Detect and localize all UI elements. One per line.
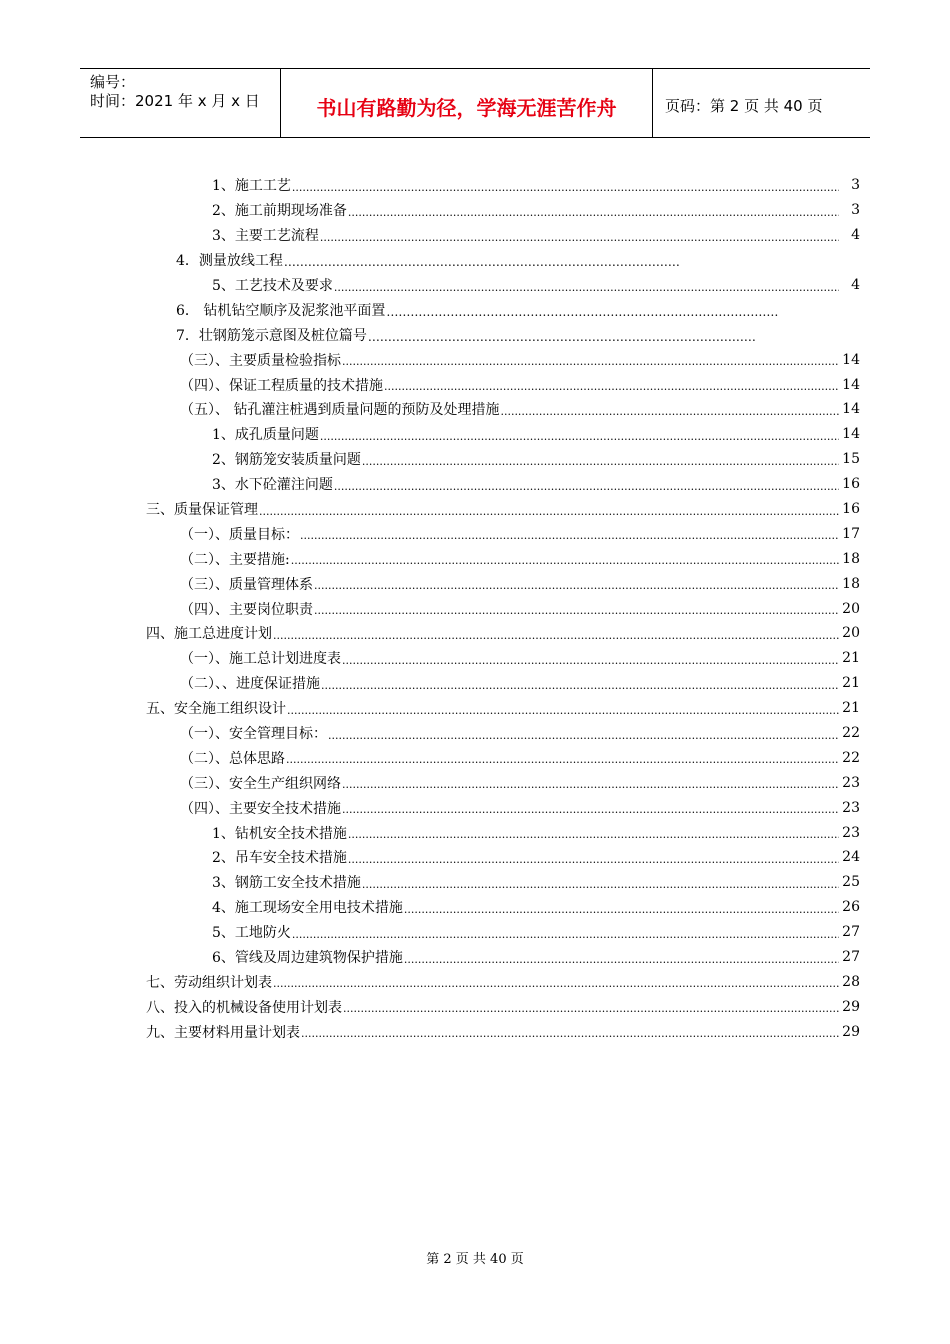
toc-entry-label: 三、质量保证管理 [146,502,258,519]
toc-entry-page-number: 23 [842,774,860,791]
toc-entry[interactable] [180,546,860,571]
toc-entry-label: 2、吊车安全技术措施 [212,850,347,867]
toc-entry-page-number: 29 [842,1023,860,1040]
toc-dot-leader [348,206,839,219]
toc-entry-page-number: 18 [842,575,860,592]
toc-entry[interactable] [180,721,860,746]
header-meta [80,69,281,137]
toc-entry[interactable] [212,273,860,298]
toc-entry-page-number: 27 [842,924,860,941]
toc-entry[interactable] [212,472,860,497]
toc-dot-leader [292,181,839,194]
toc-dot-leader [328,729,839,742]
toc-entry-label: （四）、主要岗位职责 [180,601,313,618]
toc-entry-page-number: 21 [842,675,860,692]
toc-entry-page-number: 3 [851,177,860,194]
toc-entry[interactable] [212,223,860,248]
toc-entry-page-number: 14 [842,376,860,393]
toc-dot-leader [273,629,839,642]
toc-dot-leader [342,778,839,791]
toc-entry-label: 八、投入的机械设备使用计划表 [146,999,342,1016]
toc-entry-label: （五）、 钻孔灌注桩遇到质量问题的预防及处理措施 [180,402,500,419]
toc-entry-label: （一）、质量目标： [180,526,299,543]
toc-dot-leader [321,679,839,692]
toc-entry-page-number: 16 [842,476,860,493]
toc-entry[interactable] [180,596,860,621]
header-motto: 书山有路勤为径，学海无涯苦作舟 [281,69,653,137]
toc-dot-leader [342,654,839,667]
toc-entry-page-number: 20 [842,600,860,617]
toc-entry[interactable] [180,347,860,372]
toc-dot-leader [362,455,839,468]
toc-entry-page-number: 22 [842,725,860,742]
toc-entry-label: 5、工地防火 [212,925,291,942]
toc-dot-leader [342,355,839,368]
toc-entry[interactable] [176,322,756,347]
toc-entry-page-number: 17 [842,525,860,542]
toc-entry[interactable] [146,994,860,1019]
toc-dot-leader [273,977,839,990]
toc-entry[interactable] [212,820,860,845]
toc-entry-label: 2、钢筋笼安装质量问题 [212,452,361,469]
toc-dot-leader [404,953,839,966]
toc-entry-label: 九、主要材料用量计划表 [146,1024,300,1041]
toc-entry-label: （三）、安全生产组织网络 [180,775,341,792]
toc-entry-label: 1、钻机安全技术措施 [212,825,347,842]
toc-entry-page-number: 14 [842,401,860,418]
toc-dot-leader [500,405,839,418]
toc-dot-leader [343,1002,839,1015]
toc-entry-page-number: 23 [842,799,860,816]
toc-entry[interactable] [180,795,860,820]
toc-entry[interactable] [146,621,860,646]
toc-entry-label: 3、钢筋工安全技术措施 [212,875,361,892]
toc-entry[interactable] [180,372,860,397]
toc-entry-page-number: 14 [842,351,860,368]
toc-entry[interactable] [212,447,860,472]
toc-dot-leader [314,604,839,617]
toc-entry-label: （二）、总体思路 [180,750,285,767]
toc-entry[interactable] [180,646,860,671]
toc-entry-label: 1、成孔质量问题 [212,427,319,444]
toc-entry-page-number: 4 [851,227,860,244]
toc-dot-leader [259,505,839,518]
toc-entry-label: 5、工艺技术及要求 [212,278,333,294]
toc-dot-leader [314,579,839,592]
toc-entry-label: 五、安全施工组织设计 [146,701,286,718]
toc-dot-leader [284,255,779,269]
toc-entry[interactable] [176,297,780,322]
page-header [80,68,870,138]
toc-entry[interactable] [180,521,860,546]
toc-entry[interactable] [212,945,860,970]
document-number-label: 编号： [90,73,136,91]
toc-entry-label: （四）、主要安全技术措施 [180,800,341,817]
toc-entry[interactable] [212,870,860,895]
toc-entry-label: （一）、施工总计划进度表 [180,651,341,668]
toc-entry-page-number: 28 [842,973,860,990]
toc-entry-label: （二）、、进度保证措施 [180,676,320,693]
toc-dot-leader [368,330,755,344]
toc-entry-page-number: 16 [842,501,860,518]
toc-entry-label: 3、主要工艺流程 [212,228,319,245]
header-page-info: 页码：第 2 页 共 40 页 [665,96,823,115]
toc-entry-label: （二）、主要措施: [180,551,290,568]
toc-dot-leader [320,231,839,244]
toc-entry-label: 6． 钻机钻空顺序及泥浆池平面置 [176,302,386,319]
toc-dot-leader [384,380,839,393]
toc-entry[interactable] [180,397,860,422]
toc-entry-page-number: 23 [842,824,860,841]
page-footer: 第 2 页 共 40 页 [426,1252,524,1267]
toc-dot-leader [348,853,839,866]
toc-entry-label: （三）、质量管理体系 [180,576,313,593]
toc-entry-page-number: 14 [842,426,860,443]
toc-entry-label: 4．测量放线工程 [176,253,283,270]
toc-entry-label: 4、施工现场安全用电技术措施 [212,900,403,917]
toc-entry-page-number: 15 [842,451,860,468]
toc-entry[interactable] [212,173,860,198]
toc-entry-page-number: 29 [842,998,860,1015]
toc-entry-page-number: 21 [842,700,860,717]
toc-entry[interactable] [212,845,860,870]
toc-entry[interactable] [180,770,860,795]
toc-entry-label: （三）、主要质量检验指标 [180,352,341,369]
toc-dot-leader [334,480,839,493]
toc-entry-label: 7．壮钢筋笼示意图及桩位篇号 [176,327,367,344]
toc-entry-page-number: 24 [842,849,860,866]
toc-entry-page-number: 20 [842,625,860,642]
toc-dot-leader [386,305,779,319]
toc-dot-leader [286,753,839,766]
toc-entry-page-number: 25 [842,874,860,891]
toc-entry-page-number: 27 [842,949,860,966]
toc-entry[interactable] [180,745,860,770]
toc-dot-leader [348,828,839,841]
toc-entry-page-number: 21 [842,650,860,667]
toc-entry[interactable] [146,497,860,522]
toc-entry[interactable] [212,422,860,447]
toc-dot-leader [342,803,839,816]
toc-dot-leader [300,529,839,542]
toc-entry[interactable] [212,198,860,223]
toc-entry[interactable] [146,696,860,721]
toc-entry-label: 3、水下砼灌注问题 [212,477,333,494]
toc-entry-label: 2、施工前期现场准备 [212,203,347,220]
toc-entry-page-number: 18 [842,550,860,567]
toc-entry-page-number: 3 [851,202,860,219]
toc-entry-label: 七、劳动组织计划表 [146,974,272,991]
toc-entry[interactable] [212,895,860,920]
toc-entry-page-number: 26 [842,899,860,916]
toc-entry-label: （一）、安全管理目标： [180,726,327,743]
toc-dot-leader [291,554,839,567]
toc-entry-label: （四）、保证工程质量的技术措施 [180,377,383,394]
toc-dot-leader [292,928,839,941]
toc-dot-leader [287,704,839,717]
toc-entry-label: 1、施工工艺 [212,178,291,195]
toc-entry-label: 四、施工总进度计划 [146,626,272,643]
toc-dot-leader [404,903,839,916]
toc-entry[interactable] [180,671,860,696]
toc-dot-leader [362,878,839,891]
toc-entry[interactable] [146,1019,860,1044]
toc-entry[interactable] [176,248,780,273]
toc-entry[interactable] [212,920,860,945]
toc-entry-page-number: 4 [851,277,860,293]
document-date-label: 时间：2021 年 x 月 x 日 [90,92,260,110]
toc-entry-page-number: 22 [842,749,860,766]
toc-entry[interactable] [180,571,860,596]
toc-entry-label: 6、管线及周边建筑物保护措施 [212,950,403,967]
toc-entry[interactable] [146,970,860,995]
toc-dot-leader [320,430,839,443]
table-of-contents [0,173,950,1044]
toc-dot-leader [334,281,839,294]
toc-dot-leader [301,1027,839,1040]
